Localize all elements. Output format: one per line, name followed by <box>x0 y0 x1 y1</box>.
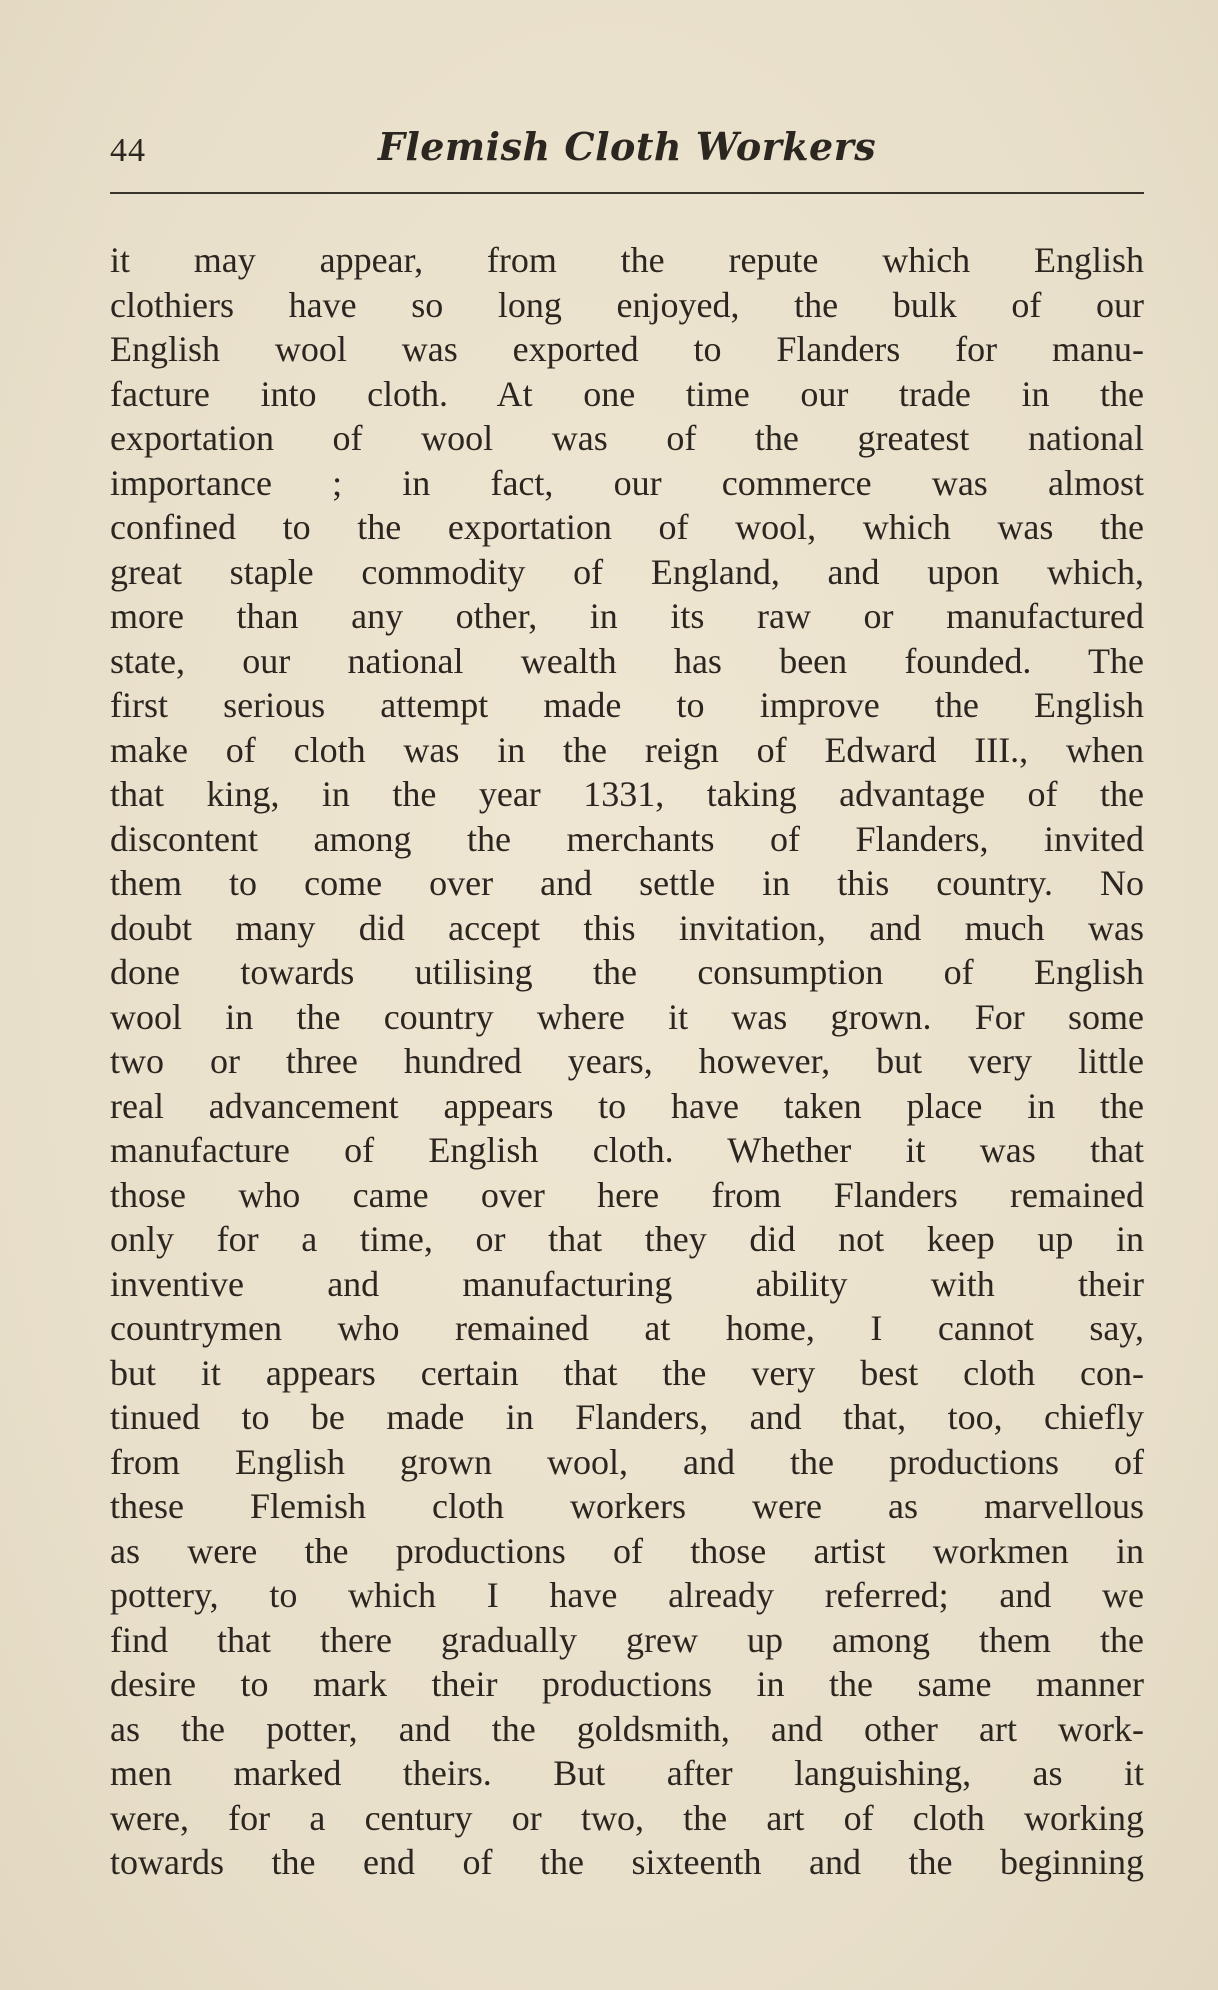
text-line: confined to the exportation of wool, which was the <box>110 507 1144 547</box>
text-line: as the potter, and the goldsmith, and other art work- <box>110 1708 1144 1749</box>
text-line: first serious attempt made to improve the English <box>110 685 1144 725</box>
text-line: only for a time, or that they did not keep up in <box>110 1219 1144 1259</box>
text-line: make of cloth was in the reign of Edward III., when <box>110 729 1144 770</box>
page-number: 44 <box>110 132 146 169</box>
running-title: Flemish Cloth Workers <box>377 124 877 169</box>
text-line: state, our national wealth has been founded. The <box>110 640 1144 681</box>
text-line: from English grown wool, and the productions of <box>110 1441 1144 1482</box>
text-line: countrymen who remained at home, I cannot say, <box>110 1308 1144 1348</box>
text-line: facture into cloth. At one time our trade in the <box>110 373 1144 414</box>
text-line: wool in the country where it was grown. For some <box>110 996 1144 1037</box>
text-line: as were the productions of those artist workmen in <box>110 1530 1144 1571</box>
header-rule <box>110 192 1144 194</box>
text-line: desire to mark their productions in the same manner <box>110 1664 1144 1704</box>
text-line: those who came over here from Flanders remained <box>110 1174 1144 1215</box>
text-line: inventive and manufacturing ability with their <box>110 1263 1144 1304</box>
text-line: real advancement appears to have taken place in the <box>110 1085 1144 1126</box>
text-line: exportation of wool was of the greatest national <box>110 418 1144 458</box>
running-head <box>110 120 1144 180</box>
text-line: these Flemish cloth workers were as marvellous <box>110 1486 1144 1526</box>
text-line: great staple commodity of England, and upon which, <box>110 551 1144 592</box>
body-text <box>110 238 1144 1885</box>
text-line: pottery, to which I have already referred; and we <box>110 1575 1144 1615</box>
text-line: them to come over and settle in this country. No <box>110 863 1144 903</box>
text-line: it may appear, from the repute which English <box>110 240 1144 280</box>
text-line: men marked theirs. But after languishing, as it <box>110 1753 1144 1793</box>
text-line: more than any other, in its raw or manufactured <box>110 596 1144 636</box>
text-line: tinued to be made in Flanders, and that, too, chiefly <box>110 1397 1144 1437</box>
text-line: importance ; in fact, our commerce was almost <box>110 462 1144 503</box>
text-line: were, for a century or two, the art of cloth working <box>110 1797 1144 1838</box>
text-line: manufacture of English cloth. Whether it was that <box>110 1130 1144 1170</box>
text-line: doubt many did accept this invitation, and much was <box>110 907 1144 948</box>
text-line: clothiers have so long enjoyed, the bulk of our <box>110 284 1144 325</box>
text-line: done towards utilising the consumption of English <box>110 952 1144 992</box>
text-line: English wool was exported to Flanders for manu- <box>110 329 1144 369</box>
text-line: two or three hundred years, however, but very little <box>110 1041 1144 1081</box>
text-line: towards the end of the sixteenth and the beginning <box>110 1842 1144 1882</box>
text-line: find that there gradually grew up among them the <box>110 1619 1144 1660</box>
text-line: but it appears certain that the very best cloth con- <box>110 1352 1144 1393</box>
text-line: discontent among the merchants of Flanders, invited <box>110 818 1144 859</box>
text-line: that king, in the year 1331, taking advantage of the <box>110 774 1144 814</box>
